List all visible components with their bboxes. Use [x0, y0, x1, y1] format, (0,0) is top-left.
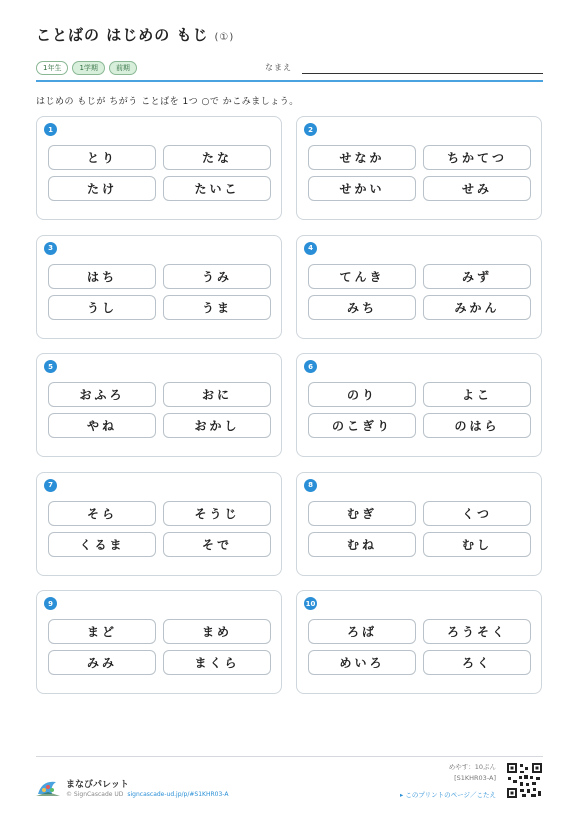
word-option[interactable]: ろく — [423, 650, 531, 675]
word-option[interactable]: やね — [48, 413, 156, 438]
word-option[interactable]: のこぎり — [308, 413, 416, 438]
tag-term: 1学期 — [72, 61, 104, 75]
word-option[interactable]: くるま — [48, 532, 156, 557]
question-number-badge: 7 — [44, 479, 57, 492]
question-card — [296, 353, 542, 457]
word-option[interactable]: のはら — [423, 413, 531, 438]
tag-period: 前期 — [109, 61, 137, 75]
word-option[interactable]: みず — [423, 264, 531, 289]
word-option[interactable]: ろうそく — [423, 619, 531, 644]
word-option[interactable]: よこ — [423, 382, 531, 407]
name-label: なまえ — [265, 63, 292, 72]
word-option[interactable]: たな — [163, 145, 271, 170]
word-option[interactable]: みち — [308, 295, 416, 320]
word-option[interactable]: そうじ — [163, 501, 271, 526]
word-option[interactable]: てんき — [308, 264, 416, 289]
word-option[interactable]: そで — [163, 532, 271, 557]
word-option[interactable]: おに — [163, 382, 271, 407]
word-option[interactable]: まめ — [163, 619, 271, 644]
question-card — [36, 472, 282, 576]
word-option[interactable]: むぎ — [308, 501, 416, 526]
word-option[interactable]: うし — [48, 295, 156, 320]
worksheet-code: [S1KHR03-A] — [454, 774, 496, 782]
meyasu-text: めやす：10ぷん — [448, 763, 496, 771]
footer-url-link[interactable]: signcascade-ud.jp/p/#S1KHR03-A — [127, 791, 229, 798]
question-card — [296, 590, 542, 694]
word-option[interactable]: ろば — [308, 619, 416, 644]
question-card — [296, 235, 542, 339]
word-option[interactable]: そら — [48, 501, 156, 526]
answer-page-link[interactable]: ▸ このプリントのページ／こたえ — [400, 791, 496, 799]
page-title — [36, 24, 234, 45]
word-option[interactable]: せなか — [308, 145, 416, 170]
word-option[interactable]: みみ — [48, 650, 156, 675]
qr-code-icon[interactable] — [506, 762, 543, 799]
brand-name: まなびパレット — [66, 780, 129, 790]
word-option[interactable]: おかし — [163, 413, 271, 438]
word-option[interactable]: まくら — [163, 650, 271, 675]
instruction-text: はじめの もじが ちがう ことばを 1つ ○で かこみましょう。 — [36, 97, 299, 107]
question-number-badge: 10 — [304, 597, 317, 610]
word-option[interactable]: ちかてつ — [423, 145, 531, 170]
header-divider — [36, 80, 543, 82]
word-option[interactable]: とり — [48, 145, 156, 170]
palette-logo-icon — [36, 778, 60, 798]
question-number-badge: 5 — [44, 360, 57, 373]
question-number-badge: 6 — [304, 360, 317, 373]
question-card — [36, 353, 282, 457]
word-option[interactable]: うみ — [163, 264, 271, 289]
question-number-badge: 1 — [44, 123, 57, 136]
question-card — [36, 590, 282, 694]
question-card — [36, 116, 282, 220]
word-option[interactable]: せかい — [308, 176, 416, 201]
word-option[interactable]: むし — [423, 532, 531, 557]
word-option[interactable]: せみ — [423, 176, 531, 201]
word-option[interactable]: おふろ — [48, 382, 156, 407]
word-option[interactable]: くつ — [423, 501, 531, 526]
word-option[interactable]: たけ — [48, 176, 156, 201]
question-number-badge: 8 — [304, 479, 317, 492]
word-option[interactable]: のり — [308, 382, 416, 407]
question-number-badge: 2 — [304, 123, 317, 136]
footer-divider — [36, 756, 543, 757]
word-option[interactable]: めいろ — [308, 650, 416, 675]
word-option[interactable]: まど — [48, 619, 156, 644]
question-number-badge: 4 — [304, 242, 317, 255]
tag-grade: 1年生 — [36, 61, 68, 75]
time-estimate — [449, 762, 496, 784]
copyright-text: © SignCascade UD — [66, 791, 124, 798]
word-option[interactable]: むね — [308, 532, 416, 557]
word-option[interactable]: たいこ — [163, 176, 271, 201]
word-option[interactable]: うま — [163, 295, 271, 320]
question-card — [296, 472, 542, 576]
question-card — [36, 235, 282, 339]
word-option[interactable]: みかん — [423, 295, 531, 320]
question-card — [296, 116, 542, 220]
title-subtitle: (①) — [214, 32, 235, 43]
question-number-badge: 9 — [44, 597, 57, 610]
title-text: ことばの はじめの もじ — [36, 26, 209, 44]
word-option[interactable]: はち — [48, 264, 156, 289]
copyright-line — [66, 791, 228, 798]
name-field-line[interactable] — [302, 73, 543, 74]
question-number-badge: 3 — [44, 242, 57, 255]
grade-tags — [36, 61, 137, 75]
